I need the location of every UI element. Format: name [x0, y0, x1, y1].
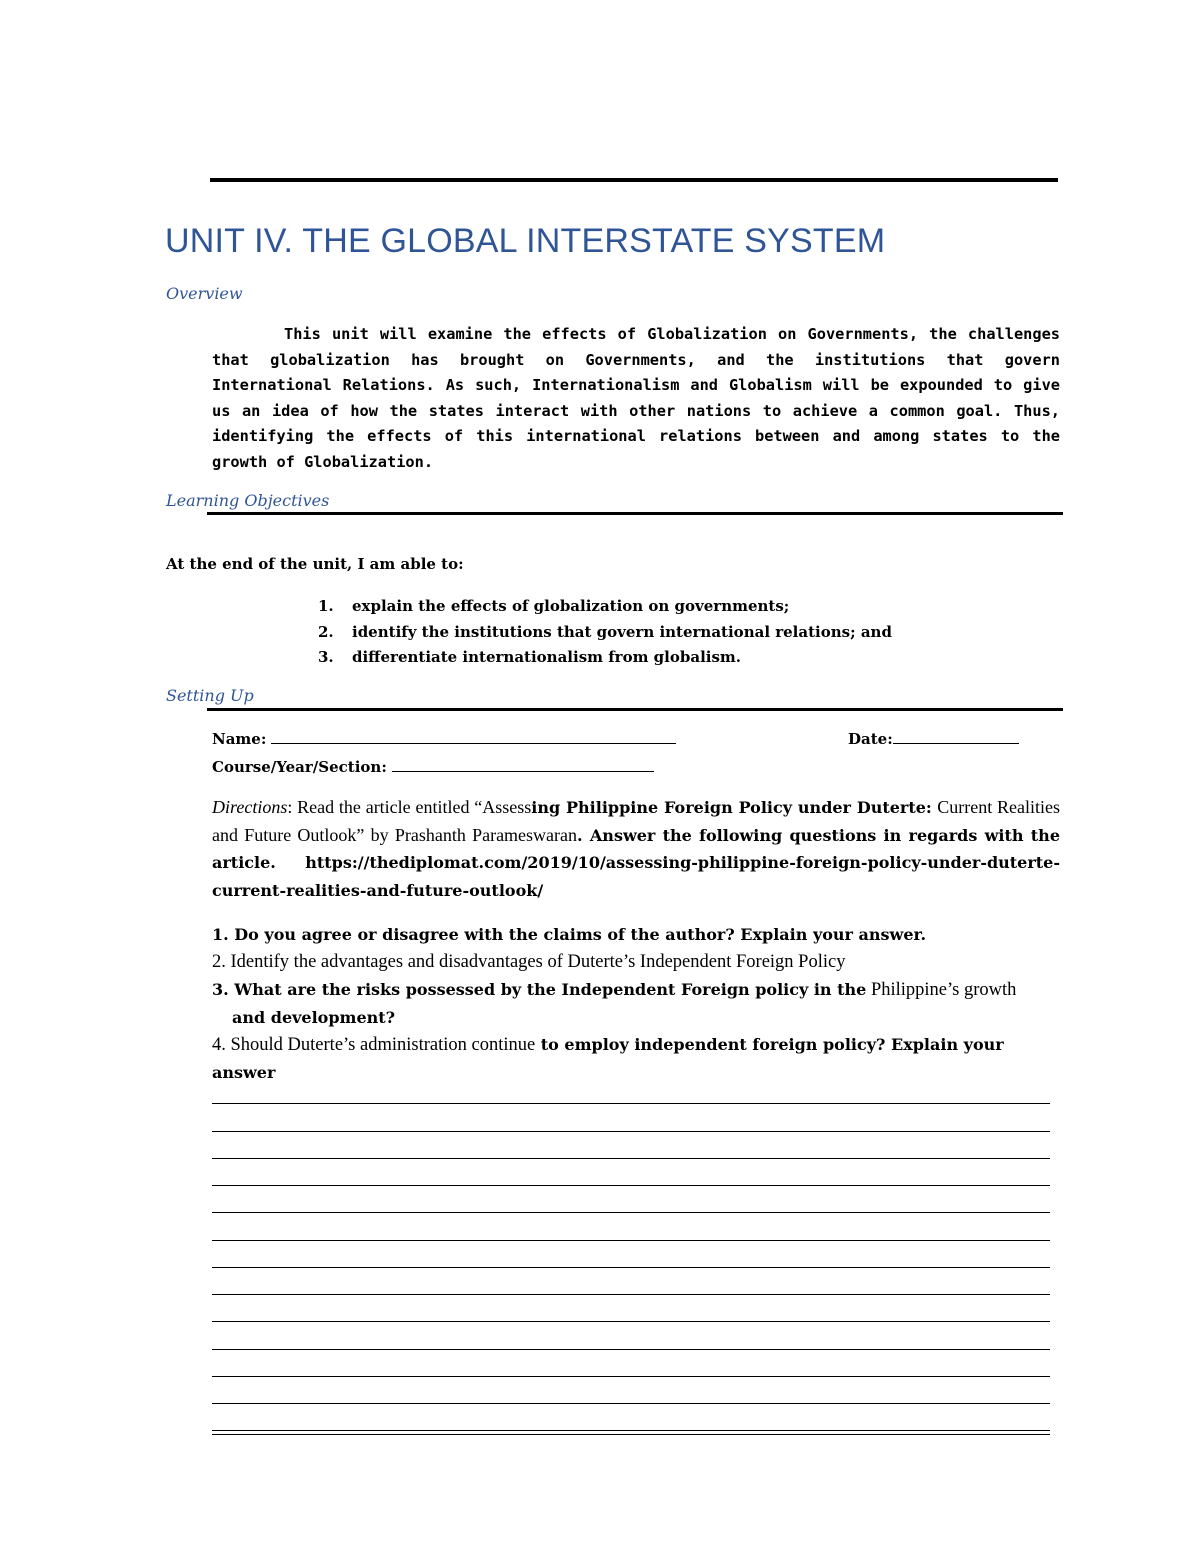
directions-paragraph [212, 794, 1060, 904]
directions-text-3: Current Realities and Future Outlook” by Prashanth Parameswaran [212, 797, 1061, 845]
answer-line[interactable] [212, 1240, 1050, 1241]
answer-line[interactable] [212, 1349, 1050, 1350]
question-3-end-text: and development? [232, 1008, 396, 1027]
answer-line[interactable] [212, 1158, 1050, 1159]
answer-line[interactable] [212, 1434, 1050, 1435]
top-rule [210, 178, 1058, 182]
question-3-light-text: Philippine’s growth [866, 980, 1017, 1000]
section-heading-overview: Overview [166, 284, 243, 303]
list-item [318, 594, 892, 620]
answer-line[interactable] [212, 1212, 1050, 1213]
question-3-text: 3. What are the risks possessed by the Independent Foreign policy in the [212, 980, 867, 999]
list-number: 1. [318, 597, 334, 615]
date-field[interactable] [893, 727, 1019, 744]
overview-paragraph: This unit will examine the effects of Globalization on Governments, the challenges that globalization has brought on Governments, and the institutions that govern International Relations. As such, Internationalism and Globalism will be expounded to give us an idea of how the states interact with other nations to achieve a common goal. Thus, identifying the effects of this international relations between and among states to the growth of Globalization. [212, 325, 1060, 471]
date-field-row [848, 727, 1019, 748]
list-number: 3. [318, 648, 334, 666]
answer-line[interactable] [212, 1403, 1050, 1404]
objectives-list [318, 594, 892, 671]
questions-block [212, 921, 1062, 1086]
unit-title: UNIT IV. THE GLOBAL INTERSTATE SYSTEM [165, 222, 886, 260]
date-label: Date: [848, 730, 893, 748]
course-field-row [212, 755, 654, 776]
course-field[interactable] [392, 755, 654, 772]
course-label: Course/Year/Section: [212, 758, 387, 776]
answer-line[interactable] [212, 1294, 1050, 1295]
question-4-text: to employ independent foreign policy? Explain your answer [212, 1035, 1004, 1082]
question-2 [212, 948, 1062, 976]
list-item [318, 620, 892, 646]
answer-line[interactable] [212, 1131, 1050, 1132]
question-4-light-text: 4. Should Duterte’s administration continue [212, 1035, 536, 1055]
answer-line[interactable] [212, 1185, 1050, 1186]
directions-text-2: ing Philippine Foreign Policy under Duterte: [531, 798, 932, 817]
section-heading-learning-objectives: Learning Objectives [166, 491, 330, 510]
answer-line[interactable] [212, 1376, 1050, 1377]
objectives-intro: At the end of the unit, I am able to: [166, 555, 464, 573]
question-3 [212, 976, 1062, 1031]
name-field[interactable] [271, 727, 676, 744]
learning-objectives-rule [207, 512, 1063, 515]
answer-line[interactable] [212, 1430, 1050, 1431]
section-heading-setting-up: Setting Up [166, 686, 254, 705]
list-text: identify the institutions that govern international relations; and [352, 622, 892, 641]
directions-text-1: : Read the article entitled “Assess [287, 797, 532, 817]
list-number: 2. [318, 622, 334, 641]
name-field-row [212, 727, 676, 748]
answer-line[interactable] [212, 1103, 1050, 1104]
directions-label: Directions [212, 797, 288, 817]
answer-line[interactable] [212, 1321, 1050, 1322]
question-2-text: 2. Identify the advantages and disadvantages of Duterte’s Independent Foreign Policy [212, 952, 846, 972]
name-label: Name: [212, 730, 267, 748]
setting-up-rule [207, 708, 1063, 711]
list-text: differentiate internationalism from globalism. [352, 648, 742, 666]
list-text: explain the effects of globalization on governments; [352, 597, 790, 615]
list-item [318, 645, 892, 671]
directions-text-4: . Answer the following questions in regards with the article. https://thediplomat.com/2019/10/assessing-philippine-foreign-policy-under-duterte-current-realities-and-future-outlook/ [212, 825, 1060, 900]
question-4 [212, 1031, 1062, 1086]
answer-line[interactable] [212, 1267, 1050, 1268]
question-1 [212, 921, 1062, 948]
question-1-text: 1. Do you agree or disagree with the claims of the author? Explain your answer. [212, 925, 927, 944]
